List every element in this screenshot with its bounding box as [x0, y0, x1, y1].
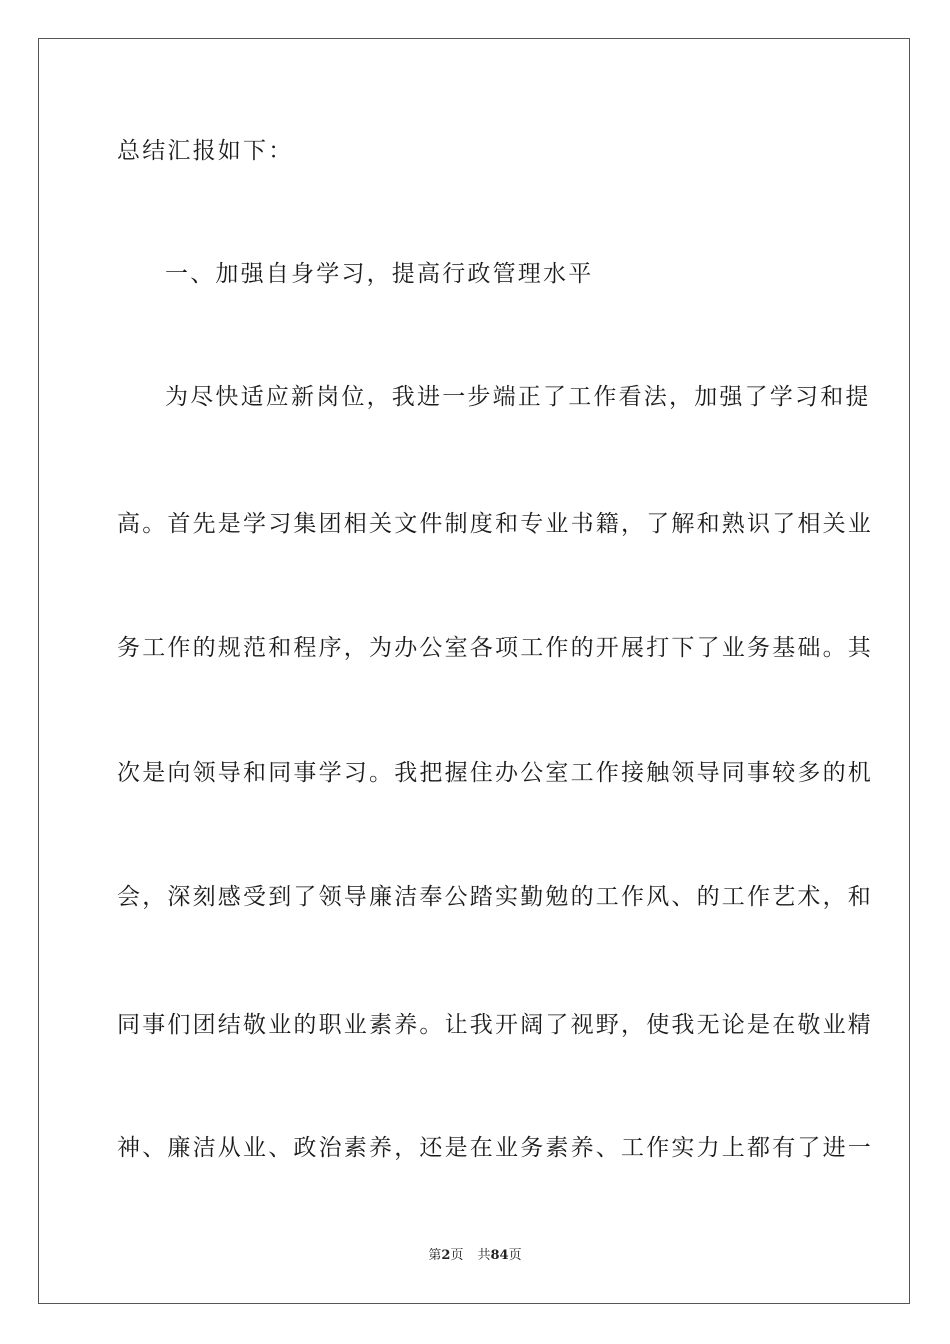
- page-number: 2: [441, 1248, 451, 1263]
- page-border: [38, 38, 910, 1304]
- section-heading: 一、加强自身学习，提高行政管理水平: [165, 261, 594, 287]
- total-suffix: 页: [508, 1248, 522, 1263]
- total-prefix: 共: [477, 1248, 491, 1263]
- paragraph-line: 务工作的规范和程序，为办公室各项工作的开展打下了业务基础。其: [117, 635, 873, 661]
- page-footer: [0, 1247, 950, 1265]
- page-suffix: 页: [450, 1248, 464, 1263]
- text-line-intro: 总结汇报如下：: [117, 138, 294, 164]
- paragraph-line: 会，深刻感受到了领导廉洁奉公踏实勤勉的工作风、的工作艺术，和: [117, 884, 873, 910]
- page-prefix: 第: [428, 1248, 442, 1263]
- paragraph-line: 为尽快适应新岗位，我进一步端正了工作看法，加强了学习和提: [165, 384, 871, 410]
- paragraph-line: 同事们团结敬业的职业素养。让我开阔了视野，使我无论是在敬业精: [117, 1012, 873, 1038]
- paragraph-line: 神、廉洁从业、政治素养，还是在业务素养、工作实力上都有了进一: [117, 1135, 873, 1161]
- paragraph-line: 高。首先是学习集团相关文件制度和专业书籍，了解和熟识了相关业: [117, 511, 873, 537]
- paragraph-line: 次是向领导和同事学习。我把握住办公室工作接触领导同事较多的机: [117, 760, 873, 786]
- total-pages: 84: [490, 1248, 509, 1263]
